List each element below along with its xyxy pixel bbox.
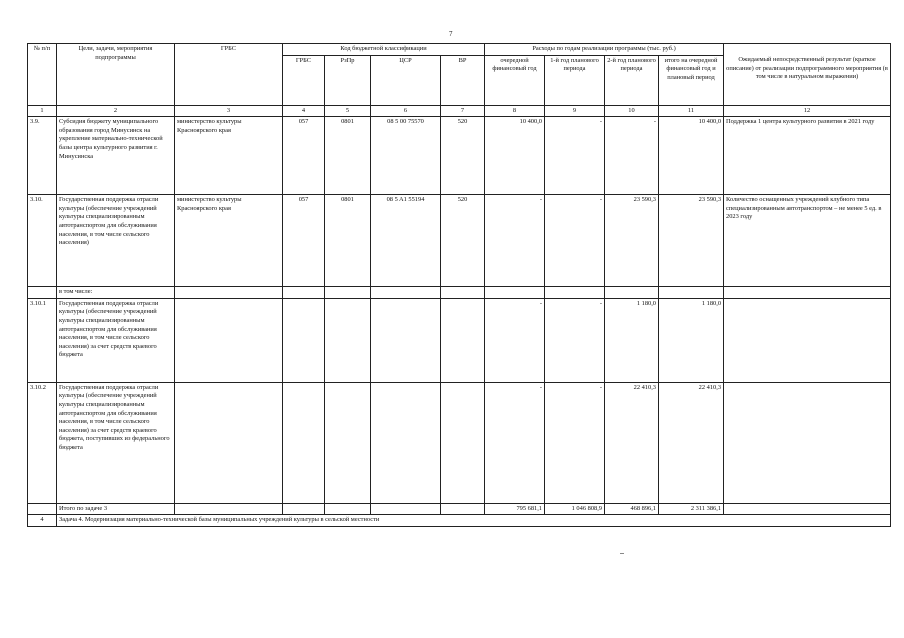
row-name: Государственная поддержка отрасли культуры (обеспечение учреждений культуры специализированным автотранспортом для обслуживания населения, в том числе сельского населения) за счет средств краевого бюджета, поступивших из федерального бюджета [57, 382, 175, 503]
column-index: 8 [485, 105, 545, 117]
column-index: 2 [57, 105, 175, 117]
row-rzpr: 0801 [325, 117, 371, 195]
row-csr: 08 5 00 75570 [371, 117, 441, 195]
column-index: 4 [283, 105, 325, 117]
column-index: 11 [659, 105, 724, 117]
row-number: 3.10. [28, 195, 57, 287]
total-value-current: 795 681,1 [485, 503, 545, 515]
column-index: 3 [175, 105, 283, 117]
row-value-total: 22 410,3 [659, 382, 724, 503]
row-grbs: министерство культуры Красноярского края [175, 117, 283, 195]
header-exp-second: 2-й год планового периода [605, 55, 659, 105]
row-vr: 520 [441, 117, 485, 195]
row-value-first: - [545, 195, 605, 287]
header-code-grbs: ГРБС [283, 55, 325, 105]
table-row [28, 382, 891, 503]
row-value-second: - [605, 117, 659, 195]
total-label: Итого по задаче 3 [57, 503, 175, 515]
page-number: 7 [449, 30, 453, 38]
column-index-row [28, 105, 891, 117]
row-csr: 08 5 A1 55194 [371, 195, 441, 287]
table-row [28, 298, 891, 382]
column-index: 6 [371, 105, 441, 117]
scan-mark [620, 553, 624, 554]
header-num: № п/п [28, 44, 57, 106]
row-code-grbs: 057 [283, 117, 325, 195]
row-value-second: 23 590,3 [605, 195, 659, 287]
row-value-total: 1 180,0 [659, 298, 724, 382]
table-row [28, 287, 891, 299]
total-value-first: 1 046 808,9 [545, 503, 605, 515]
total-row [28, 503, 891, 515]
column-index: 5 [325, 105, 371, 117]
row-number: 3.10.2 [28, 382, 57, 503]
row-result: Количество оснащенных учреждений клубного типа специализированным автотранспортом – не менее 5 ед. в 2023 году [724, 195, 891, 287]
header-goals: Цели, задачи, мероприятия подпрограммы [57, 44, 175, 106]
row-result: Поддержка 1 центра культурного развития в 2021 году [724, 117, 891, 195]
row-value-current: - [485, 382, 545, 503]
table-row [28, 195, 891, 287]
header-expected-result: Ожидаемый непосредственный результат (краткое описание) от реализации подпрограммного мероприятия (в том числе в натуральном выражении) [724, 44, 891, 106]
row-number: 3.9. [28, 117, 57, 195]
row-name: Государственная поддержка отрасли культуры (обеспечение учреждений культуры специализированным автотранспортом для обслуживания населения, в том числе сельского населения) [57, 195, 175, 287]
column-index: 10 [605, 105, 659, 117]
header-exp-total: итого на очередной финансовый год и плановый период [659, 55, 724, 105]
task-row [28, 515, 891, 527]
header-exp-first: 1-й год планового периода [545, 55, 605, 105]
column-index: 7 [441, 105, 485, 117]
row-value-second: 1 180,0 [605, 298, 659, 382]
total-value-total: 2 311 386,1 [659, 503, 724, 515]
header-code-vr: ВР [441, 55, 485, 105]
header-budget-code: Код бюджетной классификации [283, 44, 485, 56]
row-value-first: - [545, 298, 605, 382]
total-value-second: 468 896,1 [605, 503, 659, 515]
row-value-total: 10 400,0 [659, 117, 724, 195]
header-expenses: Расходы по годам реализации программы (тыс. руб.) [485, 44, 724, 56]
task-number: 4 [28, 515, 57, 527]
table-row [28, 117, 891, 195]
row-name: Субсидия бюджету муниципального образования город Минусинск на укрепление материально-технической базы центра культурного развития г. Минусинска [57, 117, 175, 195]
row-value-first: - [545, 382, 605, 503]
row-code-grbs: 057 [283, 195, 325, 287]
header-grbs: ГРБС [175, 44, 283, 106]
row-grbs: министерство культуры Красноярского края [175, 195, 283, 287]
row-number: 3.10.1 [28, 298, 57, 382]
header-exp-current: очередной финансовый год [485, 55, 545, 105]
including-label: в том числе: [57, 287, 175, 299]
row-value-first: - [545, 117, 605, 195]
row-vr: 520 [441, 195, 485, 287]
column-index: 9 [545, 105, 605, 117]
header-code-rzpr: РзПр [325, 55, 371, 105]
row-value-total: 23 590,3 [659, 195, 724, 287]
row-value-current: - [485, 298, 545, 382]
budget-table [27, 43, 891, 527]
row-rzpr: 0801 [325, 195, 371, 287]
row-name: Государственная поддержка отрасли культуры (обеспечение учреждений культуры специализированным автотранспортом для обслуживания населения, в том числе сельского населения) за счет средств краевого бюджета [57, 298, 175, 382]
row-value-second: 22 410,3 [605, 382, 659, 503]
row-value-current: 10 400,0 [485, 117, 545, 195]
header-code-csr: ЦСР [371, 55, 441, 105]
task-label: Задача 4. Модернизация материально-технической базы муниципальных учреждений культуры в сельской местности [57, 515, 891, 527]
row-value-current: - [485, 195, 545, 287]
column-index: 1 [28, 105, 57, 117]
column-index: 12 [724, 105, 891, 117]
